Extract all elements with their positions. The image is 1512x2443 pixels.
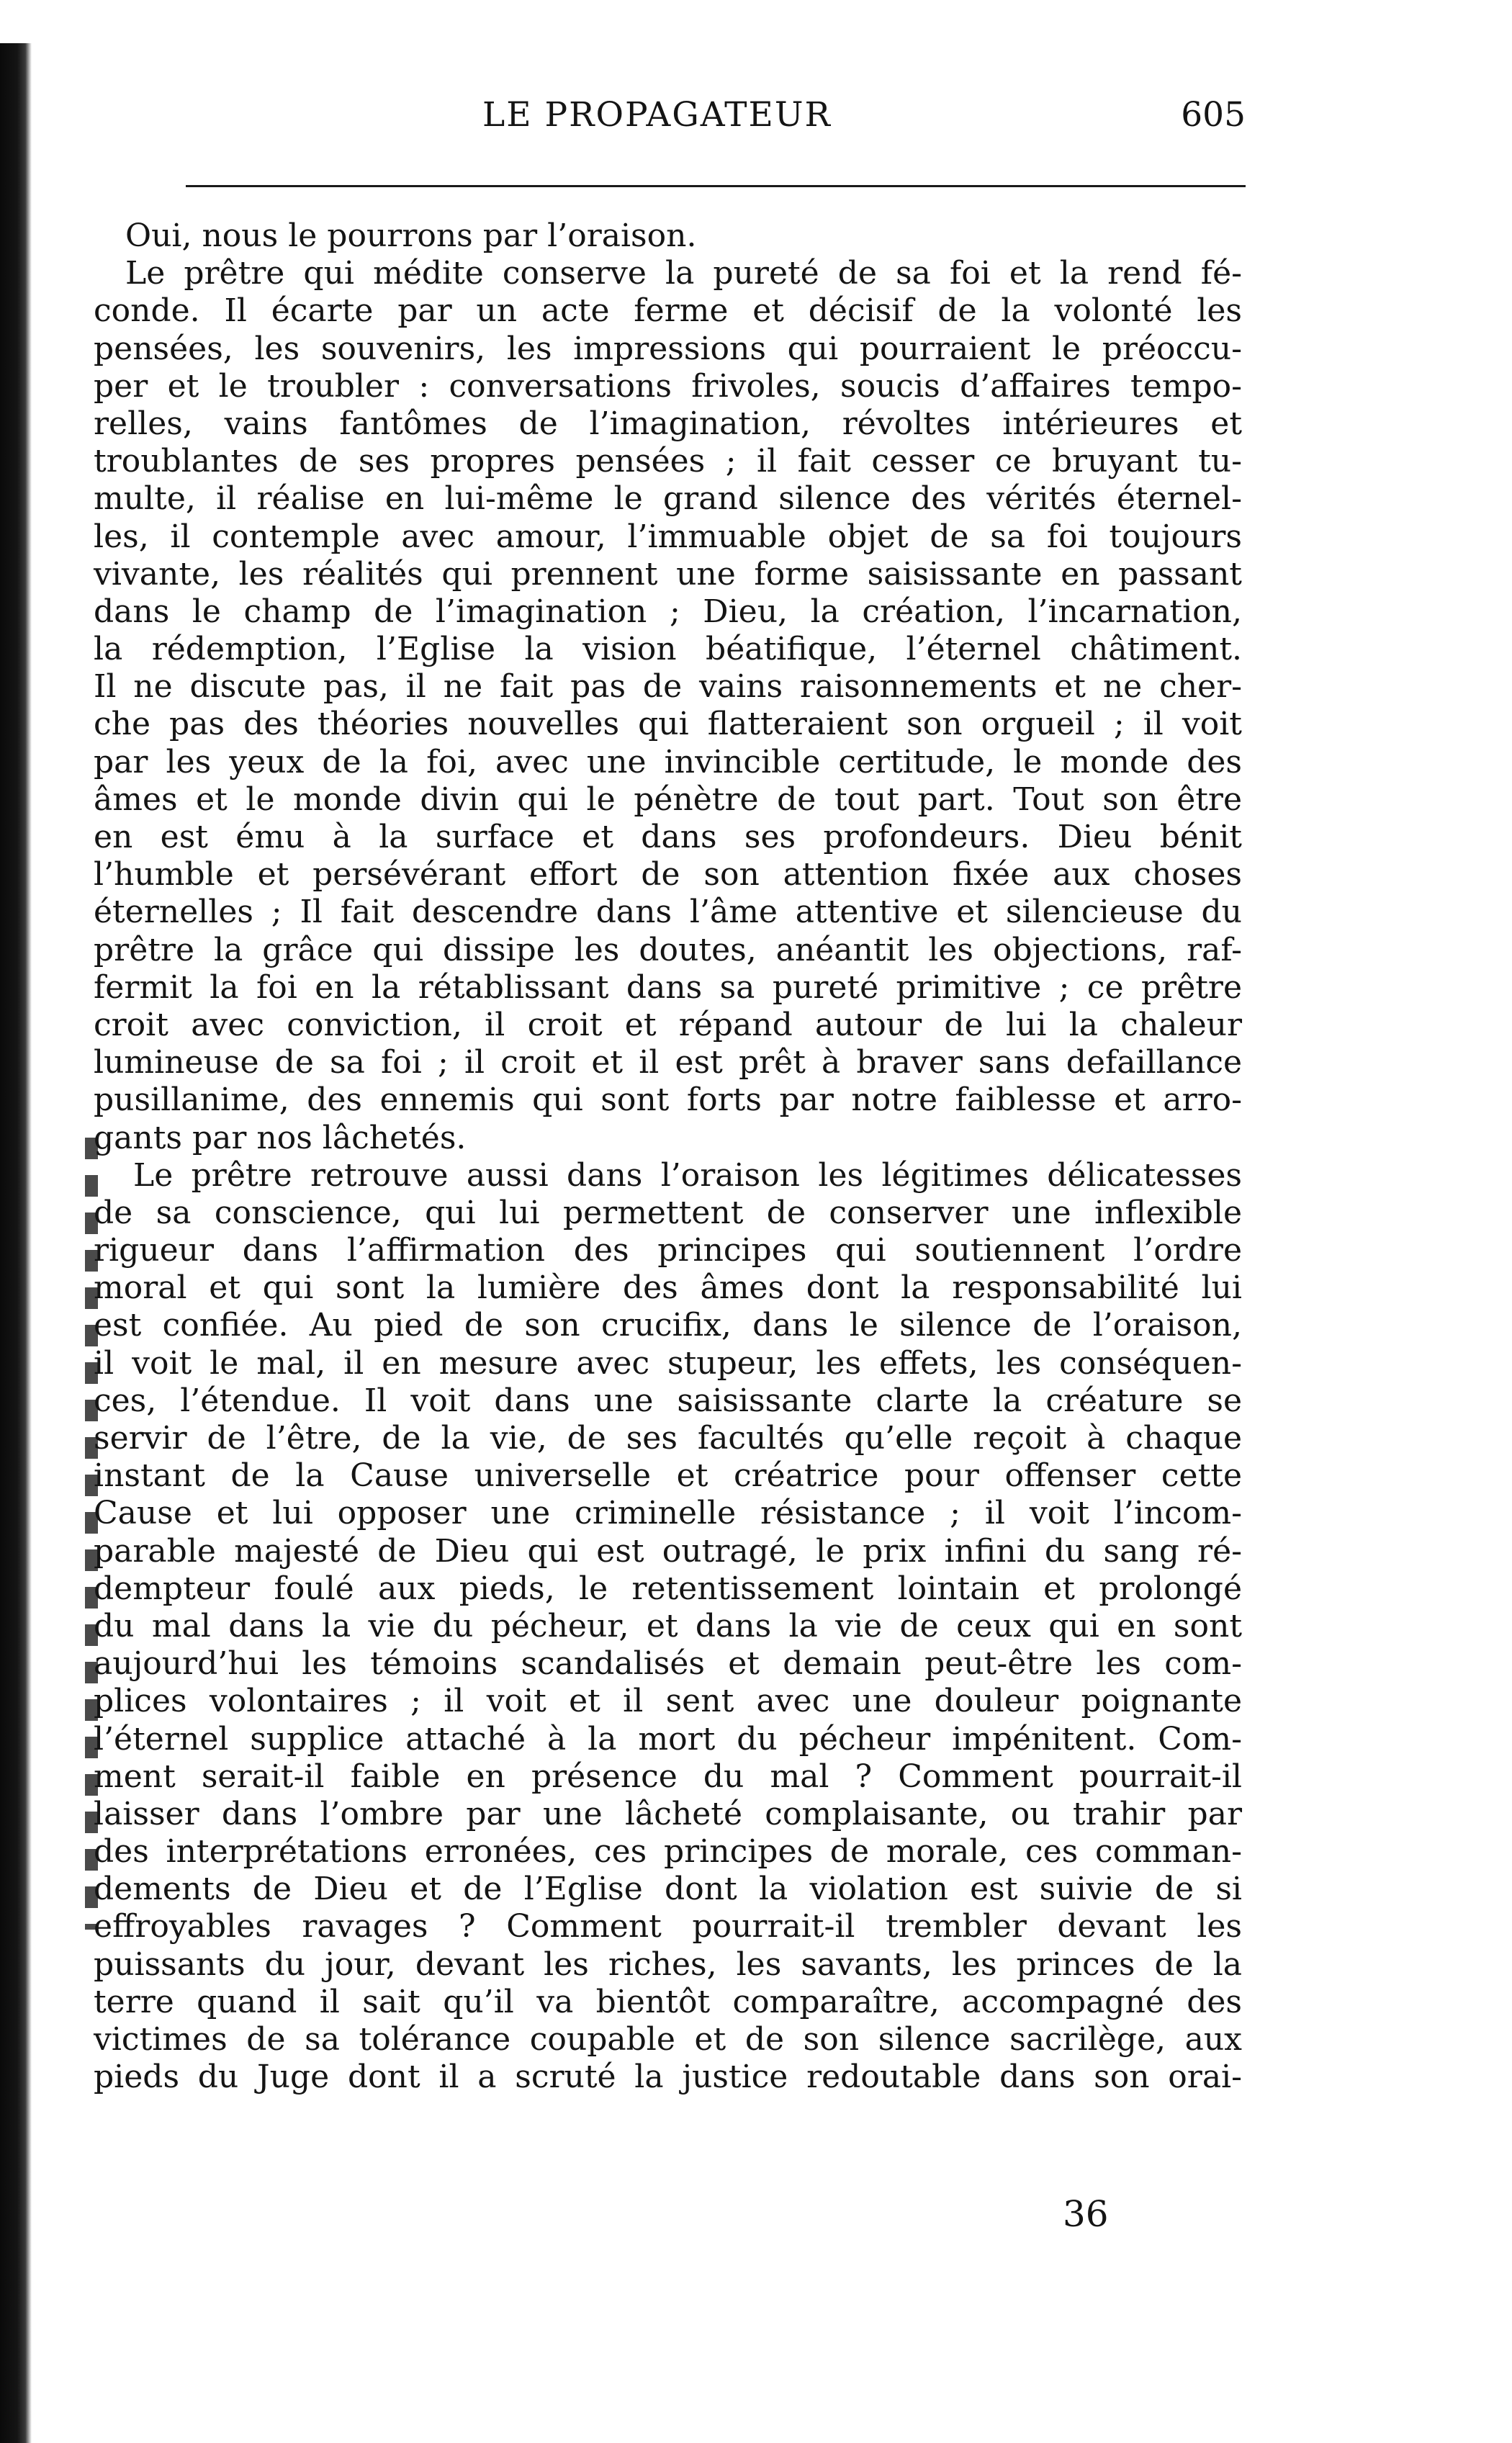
text-line: Le prêtre retrouve aussi dans l’oraison les légitimes délicatesses — [133, 1156, 1242, 1194]
text-line: Il ne discute pas, il ne fait pas de vains raisonnements et ne cher- — [94, 668, 1242, 706]
text-line: instant de la Cause universelle et créatrice pour offenser cette — [94, 1457, 1242, 1495]
text-line: parable majesté de Dieu qui est outragé, le prix infini du sang ré- — [94, 1532, 1242, 1570]
text-line: servir de l’être, de la vie, de ses facultés qu’elle reçoit à chaque — [94, 1420, 1242, 1457]
text-line: per et le troubler : conversations frivoles, soucis d’affaires tempo- — [94, 367, 1242, 405]
text-line: multe, il réalise en lui-même le grand silence des vérités éternel- — [94, 480, 1242, 518]
page-number: 605 — [1181, 95, 1246, 135]
text-line: par les yeux de la foi, avec une invincible certitude, le monde des — [94, 743, 1242, 780]
text-line: Oui, nous le pourrons par l’oraison. — [125, 217, 697, 254]
signature-mark: 36 — [1063, 2193, 1109, 2235]
text-line: ment serait-il faible en présence du mal ? Comment pourrait-il — [94, 1758, 1242, 1795]
text-line: plices volontaires ; il voit et il sent avec une douleur poignante — [94, 1683, 1242, 1720]
text-line: pusillanime, des ennemis qui sont forts par notre faiblesse et arro- — [94, 1081, 1242, 1119]
text-line: pensées, les souvenirs, les impressions qui pourraient le préoccu- — [94, 330, 1242, 367]
text-line: Cause et lui opposer une criminelle résistance ; il voit l’incom- — [94, 1495, 1242, 1532]
text-line: la rédemption, l’Eglise la vision béatifique, l’éternel châtiment. — [94, 631, 1242, 668]
text-line: victimes de sa tolérance coupable et de son silence sacrilège, aux — [94, 2021, 1242, 2058]
text-line: gants par nos lâchetés. — [94, 1119, 467, 1156]
text-line: l’éternel supplice attaché à la mort du pécheur impénitent. Com- — [94, 1720, 1242, 1758]
header-rule — [186, 185, 1246, 187]
text-line: dements de Dieu et de l’Eglise dont la violation est suivie de si — [94, 1871, 1242, 1908]
running-title: LE PROPAGATEUR — [482, 95, 832, 135]
text-line: prêtre la grâce qui dissipe les doutes, anéantit les objections, raf- — [94, 931, 1242, 968]
text-line: laisser dans l’ombre par une lâcheté complaisante, ou trahir par — [94, 1795, 1242, 1832]
text-line: les, il contemple avec amour, l’immuable objet de sa foi toujours — [94, 518, 1242, 555]
text-line: aujourd’hui les témoins scandalisés et demain peut-être les com- — [94, 1645, 1242, 1683]
text-line: rigueur dans l’affirmation des principes qui soutiennent l’ordre — [94, 1232, 1242, 1269]
text-line: âmes et le monde divin qui le pénètre de tout part. Tout son être — [94, 780, 1242, 818]
text-line: l’humble et persévérant effort de son attention fixée aux choses — [94, 856, 1242, 894]
text-line: terre quand il sait qu’il va bientôt comparaître, accompagné des — [94, 1983, 1242, 2020]
page-header — [94, 95, 1246, 145]
text-line: ces, l’étendue. Il voit dans une saisissante clarte la créature se — [94, 1382, 1242, 1419]
text-line: fermit la foi en la rétablissant dans sa pureté primitive ; ce prêtre — [94, 968, 1242, 1006]
text-line: che pas des théories nouvelles qui flatteraient son orgueil ; il voit — [94, 706, 1242, 743]
text-line: est confiée. Au pied de son crucifix, dans le silence de l’oraison, — [94, 1307, 1242, 1344]
text-line: des interprétations erronées, ces principes de morale, ces comman- — [94, 1833, 1242, 1871]
text-line: de sa conscience, qui lui permettent de conserver une inflexible — [94, 1194, 1242, 1231]
text-line: du mal dans la vie du pécheur, et dans la vie de ceux qui en sont — [94, 1607, 1242, 1645]
book-binding-shadow — [0, 43, 32, 2443]
text-line: relles, vains fantômes de l’imagination, révoltes intérieures et — [94, 405, 1242, 442]
text-line: éternelles ; Il fait descendre dans l’âme attentive et silencieuse du — [94, 894, 1242, 931]
text-line: croit avec conviction, il croit et répand autour de lui la chaleur — [94, 1006, 1242, 1043]
text-line: dempteur foulé aux pieds, le retentissement lointain et prolongé — [94, 1570, 1242, 1607]
body-text — [94, 217, 1242, 2096]
text-line: conde. Il écarte par un acte ferme et décisif de la volonté les — [94, 292, 1242, 330]
text-line: il voit le mal, il en mesure avec stupeur, les effets, les conséquen- — [94, 1344, 1242, 1382]
text-line: Le prêtre qui médite conserve la pureté de sa foi et la rend fé- — [125, 255, 1242, 292]
text-line: vivante, les réalités qui prennent une forme saisissante en passant — [94, 555, 1242, 593]
text-line: pieds du Juge dont il a scruté la justice redoutable dans son orai- — [94, 2059, 1242, 2096]
text-line: effroyables ravages ? Comment pourrait-il trembler devant les — [94, 1908, 1242, 1945]
text-line: puissants du jour, devant les riches, les savants, les princes de la — [94, 1945, 1242, 1983]
text-line: moral et qui sont la lumière des âmes dont la responsabilité lui — [94, 1269, 1242, 1307]
text-line: dans le champ de l’imagination ; Dieu, la création, l’incarnation, — [94, 593, 1242, 630]
text-line: troublantes de ses propres pensées ; il fait cesser ce bruyant tu- — [94, 443, 1242, 480]
text-line: lumineuse de sa foi ; il croit et il est prêt à braver sans defaillance — [94, 1044, 1242, 1081]
text-line: en est ému à la surface et dans ses profondeurs. Dieu bénit — [94, 819, 1242, 855]
